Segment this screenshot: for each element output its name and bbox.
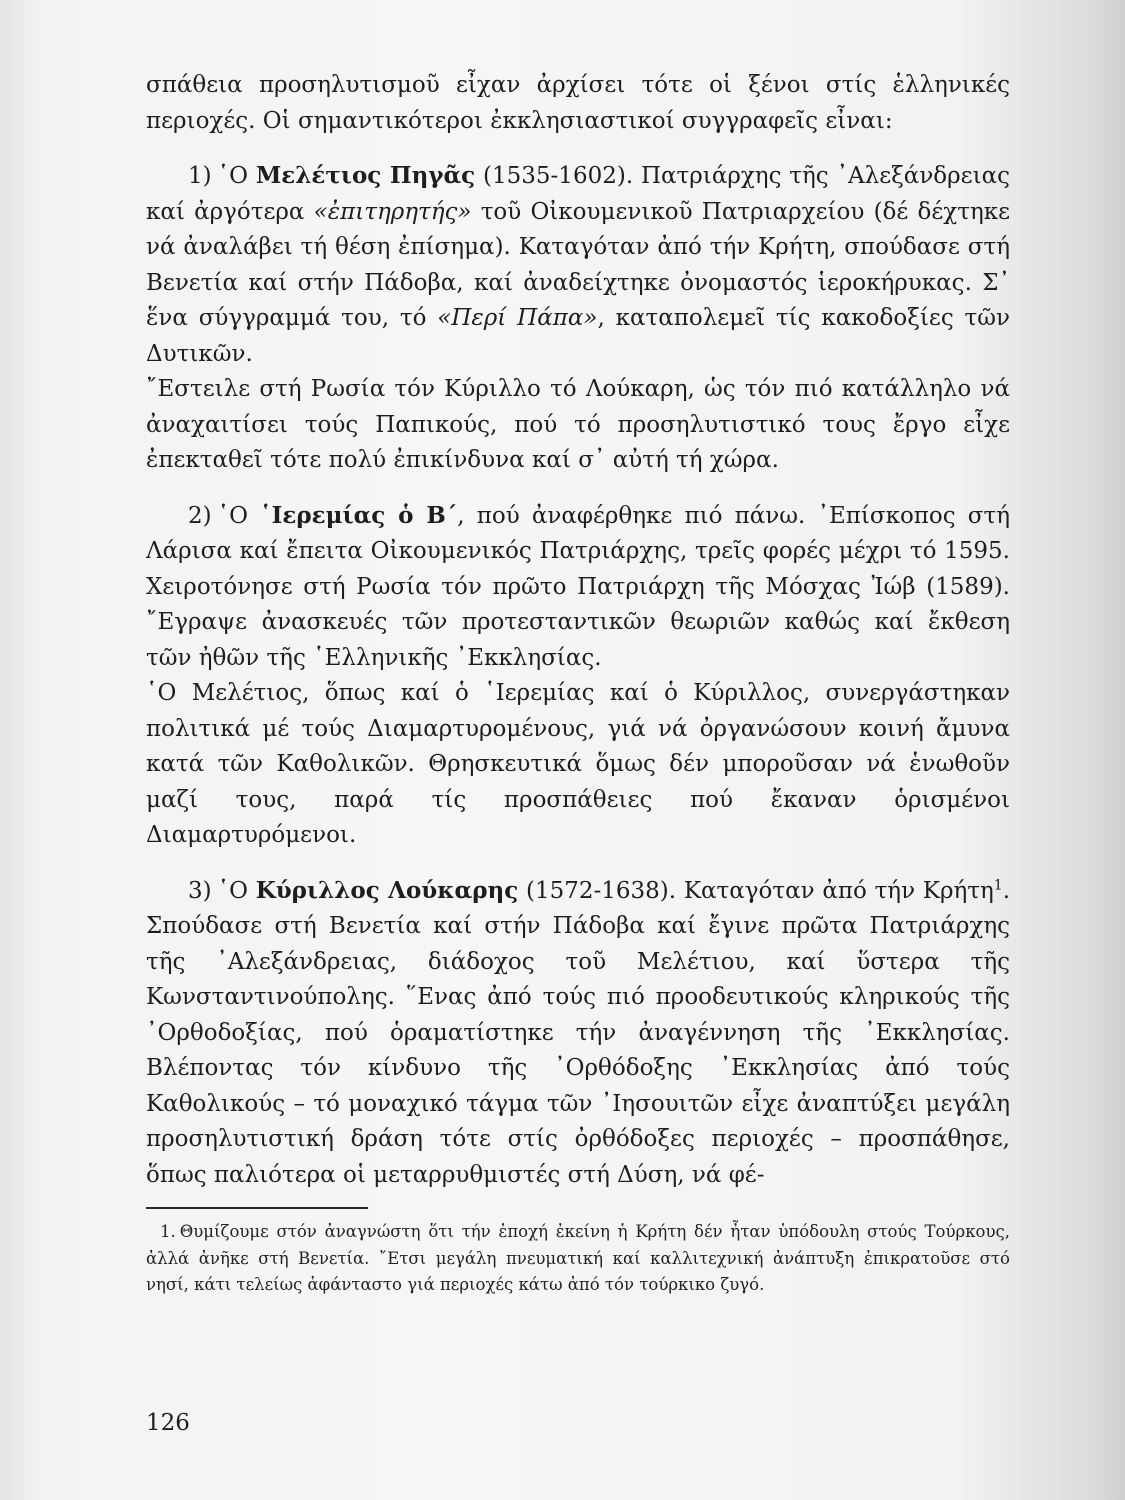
section-3-number: 3) xyxy=(188,877,212,904)
footnote-divider xyxy=(146,1207,368,1209)
footnote-number: 1. xyxy=(160,1222,176,1241)
section-1-paragraph-2: ῎Εστειλε στή Ρωσία τόν Κύριλλο τό Λούκαρη, ὡς τόν πιό κατάλληλο νά ἀναχαιτίσει τούς Παπικούς, πού τό προσηλυτιστικό τους ἔργο εἶχε ἐπεκταθεῖ τότε πολύ ἐπικίνδυνα καί σ᾿ αὐτή τή χώρα. xyxy=(146,376,1010,473)
footnote-text: Θυμίζουμε στόν ἀναγνώστη ὅτι τήν ἐποχή ἐκείνη ἡ Κρήτη δέν ἦταν ὑπόδουλη στούς Τούρκους, ἀλλά ἀνῆκε στή Βενετία. ῎Ετσι μεγάλη πνευματική καί καλλιτεχνική ἀνάπτυξη ἐπικρατοῦσε στό νησί, κάτι τελείως ἀφάνταστο γιά περιοχές κάτω ἀπό τόν τούρκικο ζυγό. xyxy=(146,1222,1010,1294)
section-2-text-a: , πού ἀναφέρθηκε πιό πάνω. ᾿Επίσκοπος στή Λάρισα καί ἔπειτα Οἰκουμενικός Πατριάρχης, τρεῖς φορές μέχρι τό 1595. Χειροτόνησε στή Ρωσία τόν πρῶτο Πατριάρχη τῆς Μόσχας Ἰώβ (1589). ῎Εγραψε ἀνασκευές τῶν προτεσταντικῶν θεωριῶν καθώς καί ἔκθεση τῶν ἠθῶν τῆς ῾Ελληνικῆς ᾿Εκκλησίας. xyxy=(146,502,1011,671)
footnote-reference: 1 xyxy=(993,876,1003,893)
section-2-number: 2) xyxy=(188,502,212,529)
section-1-prefix: ῾Ο xyxy=(217,163,248,189)
section-2-paragraph xyxy=(146,498,1010,677)
section-3-text-a: (1572-1638). Καταγόταν ἀπό τήν Κρήτη xyxy=(525,877,994,904)
section-3-prefix: ῾Ο xyxy=(217,877,248,904)
intro-paragraph: σπάθεια προσηλυτισμοῦ εἶχαν ἀρχίσει τότε οἱ ξένοι στίς ἑλληνικές περιοχές. Οἱ σημαντικότεροι ἐκκλησιαστικοί συγγραφεῖς εἶναι: xyxy=(146,72,1010,134)
section-2-prefix: ῾Ο xyxy=(217,502,248,529)
footnote xyxy=(146,1219,1010,1299)
section-3-text-b: . Σπούδασε στή Βενετία καί στήν Πάδοβα καί ἔγινε πρῶτα Πατριάρχης τῆς ᾿Αλεξάνδρειας, διάδοχος τοῦ Μελέτιου, καί ὕστερα τῆς Κωνσταντινούπολης. ῞Ενας ἀπό τούς πιό προοδευτικούς κληρικούς τῆς ᾿Ορθοδοξίας, πού ὁραματίστηκε τήν ἀναγέννηση τῆς ᾿Εκκλησίας. Βλέποντας τόν κίνδυνο τῆς ᾿Ορθόδοξης ᾿Εκκλησίας ἀπό τούς Καθολικούς – τό μοναχικό τάγμα τῶν ᾿Ιησουιτῶν εἶχε ἀναπτύξει μεγάλη προσηλυτιστική δράση τότε στίς ὀρθόδοξες περιοχές – προσπάθησε, ὅπως παλιότερα οἱ μεταρρυθμιστές στή Δύση, νά φέ- xyxy=(146,877,1011,1188)
section-1-name: Μελέτιος Πηγᾶς xyxy=(255,162,476,189)
section-1-italic-b: «Περί Πάπα» xyxy=(437,305,598,331)
page-number: 126 xyxy=(146,1410,190,1436)
main-text xyxy=(146,68,1010,1299)
section-1-number: 1) xyxy=(188,163,212,189)
section-1-paragraph xyxy=(146,158,1010,372)
section-1-italic-a: «ἐπιτηρητής» xyxy=(313,198,472,225)
section-2-name: ῾Ιερεμίας ὁ Β΄ xyxy=(260,501,458,529)
section-3-name: Κύριλλος Λούκαρης xyxy=(255,876,519,904)
section-3-paragraph xyxy=(146,873,1010,1194)
section-1-text-a: (1535-1602). Πατριάρχης τῆς ᾿Αλεξάνδρειας καί ἀργότερα xyxy=(146,163,1011,225)
section-1-text-c: , καταπολεμεῖ τίς κακοδοξίες τῶν Δυτικῶν. xyxy=(146,305,1010,367)
section-1-text-b: τοῦ Οἰκουμενικοῦ Πατριαρχείου (δέ δέχτηκε νά ἀναλάβει τή θέση ἐπίσημα). Καταγόταν ἀπό τήν Κρήτη, σπούδασε στή Βενετία καί στήν Πάδοβα, καί ἀναδείχτηκε ὀνομαστός ἱεροκήρυκας. Σ᾿ ἕνα σύγγραμμά του, τό xyxy=(146,198,1011,331)
section-2-paragraph-2: ῾Ο Μελέτιος, ὅπως καί ὁ ῾Ιερεμίας καί ὁ Κύριλλος, συνεργάστηκαν πολιτικά μέ τούς Διαμαρτυρομένους, γιά νά ὀργανώσουν κοινή ἄμυνα κατά τῶν Καθολικῶν. Θρησκευτικά ὅμως δέν μποροῦσαν νά ἑνωθοῦν μαζί τους, παρά τίς προσπάθειες πού ἔκαναν ὁρισμένοι Διαμαρτυρόμενοι. xyxy=(146,680,1010,848)
